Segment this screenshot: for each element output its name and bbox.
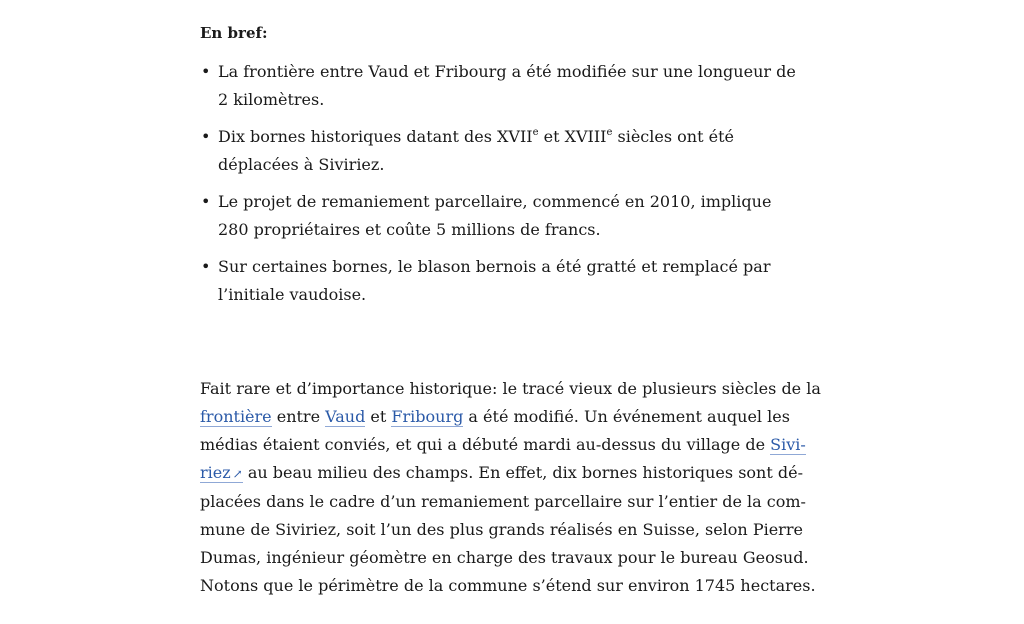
list-item-text: l’initiale vaudoise. — [218, 285, 367, 304]
paragraph-text: Notons que le périmètre de la commune s’étend sur environ 1745 hectares. — [200, 576, 816, 595]
link-frontiere[interactable]: frontière — [200, 407, 272, 426]
list-item — [200, 58, 840, 114]
paragraph-text: a été modifié. Un événement auquel les — [463, 407, 790, 426]
list-item-text: Le projet de remaniement parcellaire, commencé en 2010, implique — [218, 192, 772, 211]
list-item — [200, 253, 840, 309]
paragraph-text: Fait rare et d’importance historique: le tracé vieux de plusieurs siècles de la — [200, 379, 821, 398]
superscript: e — [532, 126, 539, 138]
link-vaud[interactable]: Vaud — [325, 407, 366, 426]
external-link-icon: ↗ — [232, 467, 243, 481]
superscript: e — [606, 126, 613, 138]
paragraph-text: Dumas, ingénieur géomètre en charge des travaux pour le bureau Geosud. — [200, 548, 809, 567]
summary-list — [200, 58, 840, 309]
link-siviriez[interactable]: Sivi- — [770, 435, 806, 454]
list-item-text: La frontière entre Vaud et Fribourg a été modifiée sur une longueur de — [218, 62, 796, 81]
list-item-text: Sur certaines bornes, le blason bernois a été gratté et remplacé par — [218, 257, 771, 276]
bullet-icon: • — [201, 127, 211, 146]
list-item-text: siècles ont été — [612, 127, 734, 146]
list-item-text: Dix bornes historiques datant des XVII — [218, 127, 533, 146]
summary-title: En bref: — [200, 24, 268, 42]
bullet-icon: • — [201, 257, 211, 276]
list-item-text: 280 propriétaires et coûte 5 millions de francs. — [218, 220, 601, 239]
article-summary — [200, 22, 840, 318]
list-item — [200, 123, 840, 179]
paragraph-text: placées dans le cadre d’un remaniement parcellaire sur l’entier de la com- — [200, 492, 806, 511]
list-item-text: et XVIII — [538, 127, 607, 146]
link-siviriez-text[interactable]: riez — [200, 463, 231, 482]
paragraph-text: au beau milieu des champs. En effet, dix bornes historiques sont dé- — [242, 463, 803, 482]
paragraph-text: mune de Siviriez, soit l’un des plus grands réalisés en Suisse, selon Pierre — [200, 520, 803, 539]
paragraph-text: entre — [271, 407, 326, 426]
paragraph-text: et — [365, 407, 392, 426]
paragraph-text: médias étaient conviés, et qui a débuté mardi au-dessus du village de — [200, 435, 771, 454]
link-siviriez-continued[interactable] — [200, 463, 243, 483]
bullet-icon: • — [201, 62, 211, 81]
list-item-text: 2 kilomètres. — [218, 90, 325, 109]
link-fribourg[interactable]: Fribourg — [391, 407, 464, 426]
list-item-text: déplacées à Siviriez. — [218, 155, 385, 174]
article-paragraph — [200, 375, 830, 600]
bullet-icon: • — [201, 192, 211, 211]
list-item — [200, 188, 840, 244]
